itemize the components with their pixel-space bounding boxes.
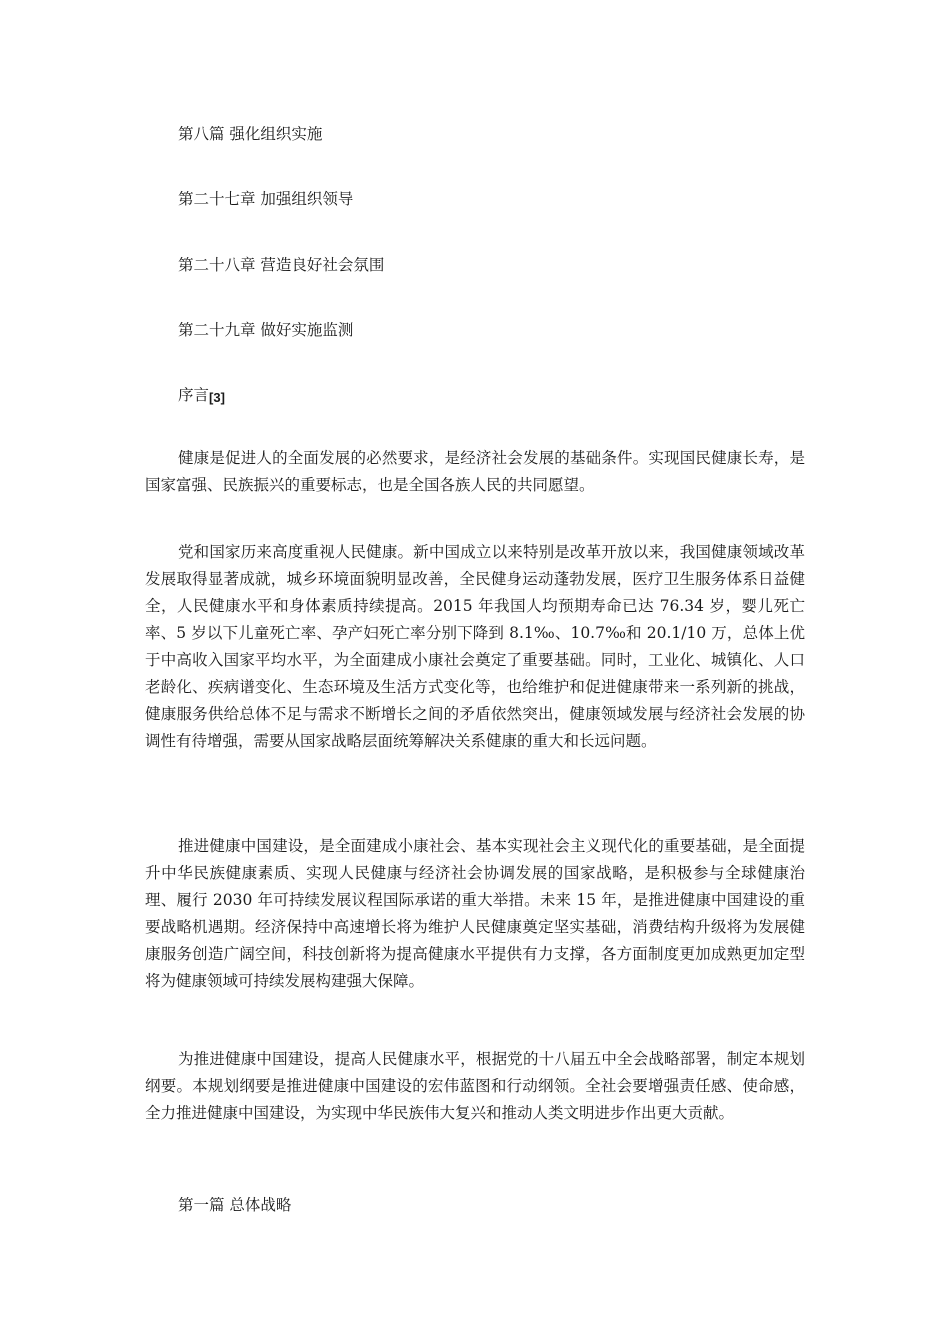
paragraph-health-foundation: 健康是促进人的全面发展的必然要求，是经济社会发展的基础条件。实现国民健康长寿，是国家富强、民族振兴的重要标志，也是全国各族人民的共同愿望。 xyxy=(145,449,805,494)
chapter-27-heading: 第二十七章 加强组织领导 xyxy=(178,190,354,208)
preface-title: 序言 xyxy=(178,386,210,404)
paragraph-achievements-challenges: 党和国家历来高度重视人民健康。新中国成立以来特别是改革开放以来，我国健康领域改革发展取得显著成就，城乡环境面貌明显改善，全民健身运动蓬勃发展，医疗卫生服务体系日益健全，人民健康水平和身体素质持续提高。2015 年我国人均预期寿命已达 76.34 岁，婴儿死亡率、5 岁以下儿童死亡率、孕产妇死亡率分别下降到 8.1‰、10.7‰和 20.1/10 万，总体上优于中高收入国家平均水平，为全面建成小康社会奠定了重要基础。同时，工业化、城镇化、人口老龄化、疾病谱变化、生态环境及生活方式变化等，也给维护和促进健康带来一系列新的挑战，健康服务供给总体不足与需求不断增长之间的矛盾依然突出，健康领域发展与经济社会发展的协调性有待增强，需要从国家战略层面统筹解决关系健康的重大和长远问题。 xyxy=(145,543,805,750)
chapter-29-heading: 第二十九章 做好实施监测 xyxy=(178,321,354,339)
part-1-heading: 第一篇 总体战略 xyxy=(178,1196,292,1214)
part-8-heading: 第八篇 强化组织实施 xyxy=(178,125,323,143)
preface-heading xyxy=(178,385,225,406)
preface-reference[interactable]: [3] xyxy=(209,390,225,405)
chapter-28-heading: 第二十八章 营造良好社会氛围 xyxy=(178,256,385,274)
paragraph-healthy-china-strategy: 推进健康中国建设，是全面建成小康社会、基本实现社会主义现代化的重要基础，是全面提升中华民族健康素质、实现人民健康与经济社会协调发展的国家战略，是积极参与全球健康治理、履行 2030 年可持续发展议程国际承诺的重大举措。未来 15 年，是推进健康中国建设的重要战略机遇期。经济保持中高速增长将为维护人民健康奠定坚实基础，消费结构升级将为发展健康服务创造广阔空间，科技创新将为提高健康水平提供有力支撑，各方面制度更加成熟更加定型将为健康领域可持续发展构建强大保障。 xyxy=(145,837,805,990)
paragraph-planning-outline: 为推进健康中国建设，提高人民健康水平，根据党的十八届五中全会战略部署，制定本规划纲要。本规划纲要是推进健康中国建设的宏伟蓝图和行动纲领。全社会要增强责任感、使命感，全力推进健康中国建设，为实现中华民族伟大复兴和推动人类文明进步作出更大贡献。 xyxy=(145,1050,805,1122)
